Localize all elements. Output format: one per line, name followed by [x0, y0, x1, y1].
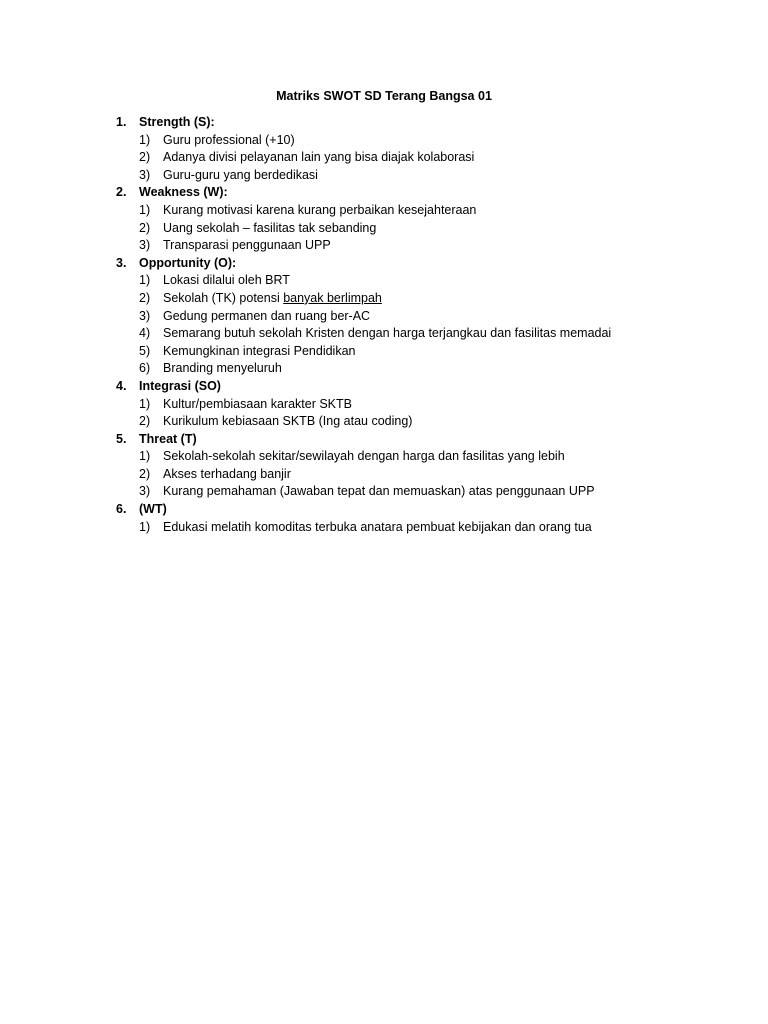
item-number: 6) — [139, 361, 151, 376]
list-item — [0, 272, 768, 290]
item-text: Kurang motivasi karena kurang perbaikan kesejahteraan — [163, 202, 477, 217]
item-text: Guru-guru yang berdedikasi — [163, 167, 318, 182]
item-text: Guru professional (+10) — [163, 132, 295, 147]
item-number: 4) — [139, 326, 151, 341]
item-text: Kultur/pembiasaan karakter SKTB — [163, 396, 352, 411]
item-text: Gedung permanen dan ruang ber-AC — [163, 308, 371, 323]
section-label: Integrasi (SO) — [139, 378, 221, 393]
item-text: Transparasi penggunaan UPP — [163, 238, 331, 253]
item-number: 3) — [139, 484, 151, 499]
swot-list — [0, 114, 768, 536]
item-text: Kurang pemahaman (Jawaban tepat dan memuaskan) atas penggunaan UPP — [163, 484, 595, 499]
list-item — [0, 237, 768, 255]
list-item — [0, 167, 768, 185]
list-item — [0, 220, 768, 238]
section-label: Threat (T) — [139, 431, 197, 446]
item-text: Edukasi melatih komoditas terbuka anatara pembuat kebijakan dan orang tua — [163, 519, 592, 534]
section-number: 3. — [116, 255, 127, 270]
section-label: Opportunity (O): — [139, 255, 237, 270]
item-number: 1) — [139, 273, 151, 288]
list-item — [0, 325, 768, 343]
item-number: 1) — [139, 132, 151, 147]
document-title: Matriks SWOT SD Terang Bangsa 01 — [276, 89, 492, 103]
item-text: Sekolah-sekolah sekitar/sewilayah dengan harga dan fasilitas yang lebih — [163, 449, 565, 464]
item-text: Adanya divisi pelayanan lain yang bisa diajak kolaborasi — [163, 150, 475, 165]
item-text — [163, 290, 382, 308]
item-text-underlined: banyak berlimpah — [283, 290, 382, 305]
item-text: Semarang butuh sekolah Kristen dengan harga terjangkau dan fasilitas memadai — [163, 326, 612, 341]
list-item — [0, 343, 768, 361]
section-heading-opportunity — [0, 255, 768, 273]
section-label: (WT) — [139, 502, 167, 517]
item-text: Kemungkinan integrasi Pendidikan — [163, 343, 356, 358]
list-item — [0, 290, 768, 308]
item-number: 1) — [139, 202, 151, 217]
item-number: 1) — [139, 396, 151, 411]
section-heading-wt — [0, 501, 768, 519]
list-item — [0, 519, 768, 537]
section-number: 4. — [116, 378, 127, 393]
section-number: 5. — [116, 431, 127, 446]
item-text: Branding menyeluruh — [163, 361, 282, 376]
section-number: 1. — [116, 115, 127, 129]
section-heading-integrasi — [0, 378, 768, 396]
item-text: Akses terhadang banjir — [163, 466, 291, 481]
item-text: Lokasi dilalui oleh BRT — [163, 273, 290, 288]
item-text: Uang sekolah – fasilitas tak sebanding — [163, 220, 377, 235]
list-item — [0, 483, 768, 501]
section-number: 2. — [116, 185, 127, 200]
item-number: 2) — [139, 290, 151, 305]
item-number: 2) — [139, 414, 151, 429]
section-label: Weakness (W): — [139, 185, 228, 200]
list-item — [0, 466, 768, 484]
list-item — [0, 360, 768, 378]
item-number: 1) — [139, 449, 151, 464]
list-item — [0, 132, 768, 150]
item-number: 3) — [139, 308, 151, 323]
item-text: Kurikulum kebiasaan SKTB (Ing atau coding) — [163, 414, 413, 429]
item-number: 1) — [139, 519, 151, 534]
item-number: 3) — [139, 167, 151, 182]
list-item — [0, 202, 768, 220]
section-heading-threat — [0, 431, 768, 449]
item-number: 2) — [139, 466, 151, 481]
list-item — [0, 448, 768, 466]
item-text-plain: Sekolah (TK) potensi — [163, 290, 284, 305]
section-heading-weakness — [0, 184, 768, 202]
list-item — [0, 149, 768, 167]
section-number: 6. — [116, 502, 127, 517]
item-number: 5) — [139, 343, 151, 358]
list-item — [0, 308, 768, 326]
item-number: 2) — [139, 220, 151, 235]
item-number: 3) — [139, 238, 151, 253]
list-item — [0, 396, 768, 414]
section-heading-strength — [0, 114, 768, 132]
list-item — [0, 413, 768, 431]
item-number: 2) — [139, 150, 151, 165]
section-label: Strength (S): — [139, 115, 215, 129]
